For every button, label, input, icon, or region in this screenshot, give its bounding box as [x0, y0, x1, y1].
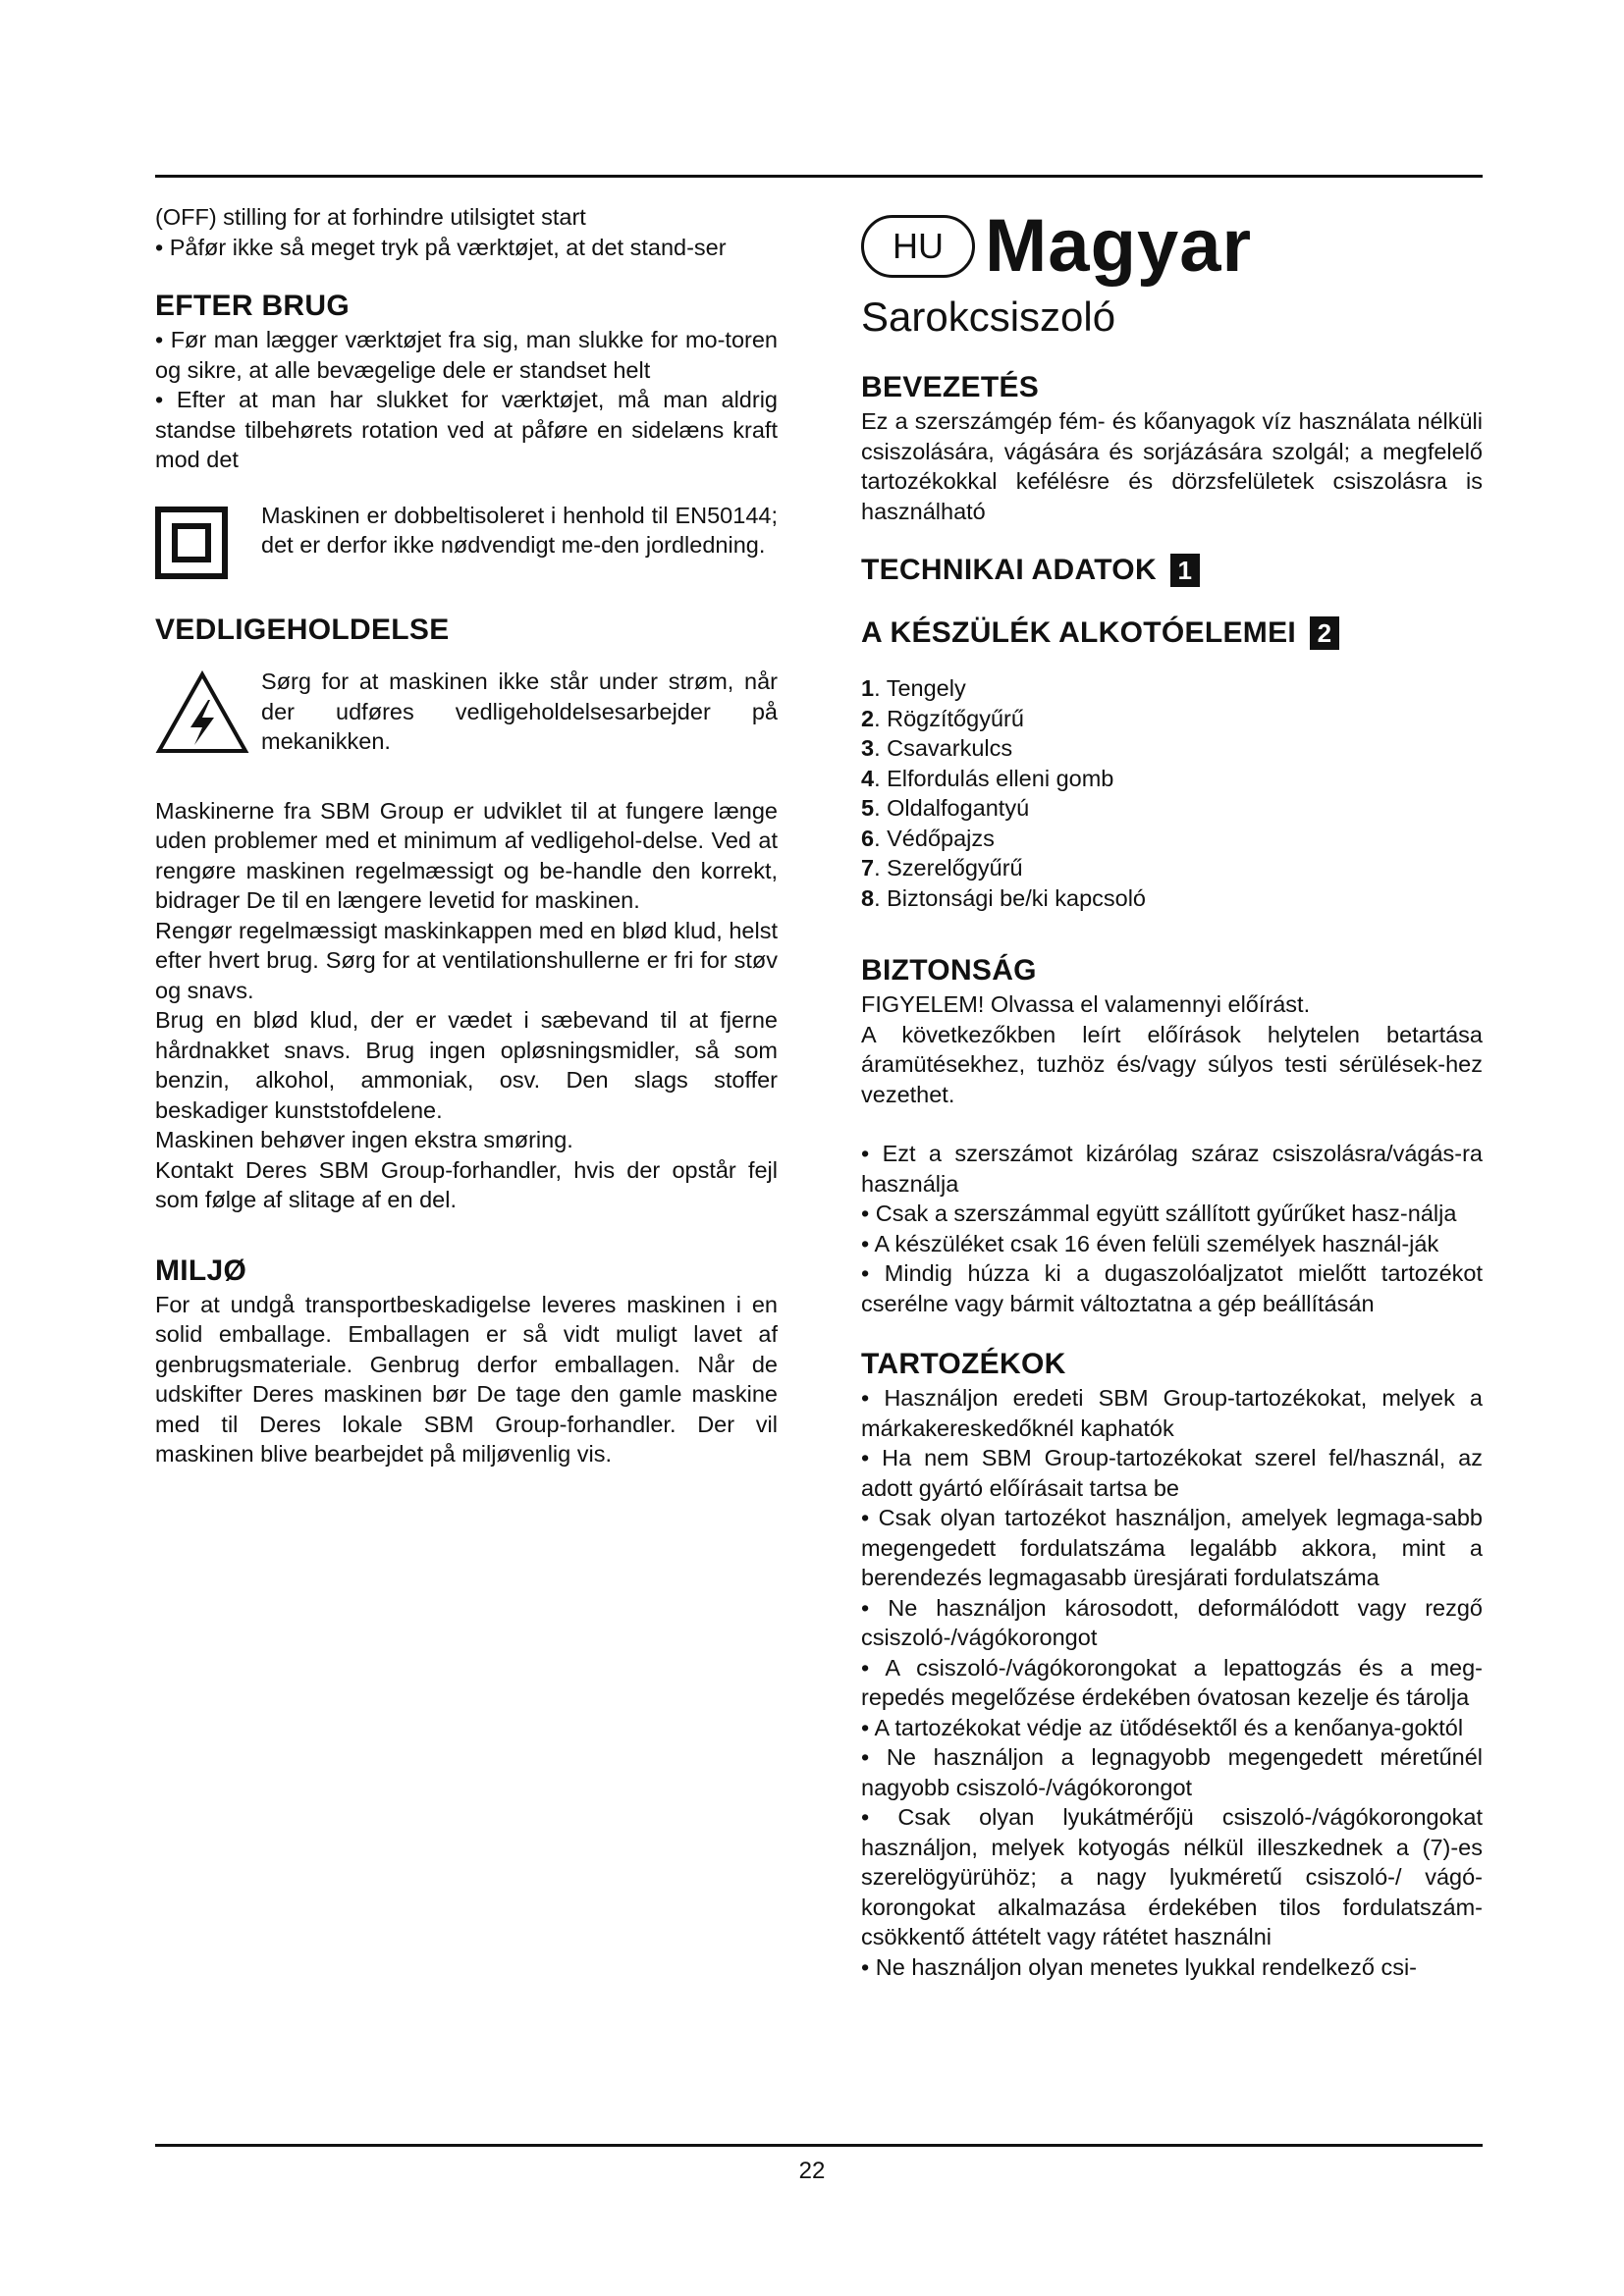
parts-list: [861, 673, 1483, 913]
bottom-rule: [155, 2144, 1483, 2147]
list-item: 4. Elfordulás elleni gomb: [861, 765, 1114, 791]
list-item: 1. Tengely: [861, 675, 966, 701]
technical-data-heading: [861, 554, 1483, 587]
left-column: [155, 202, 778, 1469]
double-insulation-text: Maskinen er dobbeltisoleret i henhold til EN50144; det er derfor ikke nødvendigt me-den jordledning.: [261, 502, 778, 558]
double-insulation-notice: [155, 501, 778, 587]
bevezetes-text: Ez a szerszámgép fém- és kőanyagok víz használata nélküli csiszolására, vágására és sorjázására szolgál; a megfelelő tartozékokkal kefélésre és dörzsfelületek csiszolásra is használható: [861, 408, 1483, 524]
page-number: 22: [798, 2158, 826, 2184]
figure-1-badge: 1: [1170, 554, 1200, 587]
intro-line: (OFF) stilling for at forhindre utilsigtet start: [155, 204, 586, 230]
parts-heading: [861, 616, 1483, 650]
biztonsag-heading: BIZTONSÁG: [861, 954, 1037, 987]
accessory-bullet: • Ne használjon olyan menetes lyukkal rendelkező csi-: [861, 1953, 1417, 1980]
maintenance-paragraph: Kontakt Deres SBM Group-forhandler, hvis der opstår fejl som følge af slitage af en del.: [155, 1156, 778, 1212]
language-code-badge: HU: [861, 215, 975, 278]
accessory-bullet: • Ne használjon károsodott, deformálódott vagy rezgő csiszoló-/vágókorongot: [861, 1594, 1483, 1650]
maintenance-warning-notice: [155, 667, 778, 763]
efter-brug-heading: EFTER BRUG: [155, 290, 350, 322]
vedligeholdelse-heading: VEDLIGEHOLDELSE: [155, 614, 450, 646]
efter-brug-bullet: • Efter at man har slukket for værktøjet, må man aldrig standse tilbehørets rotation ved at påføre en sidelæns kraft mod det: [155, 387, 778, 472]
maintenance-warning-text: Sørg for at maskinen ikke står under strøm, når der udføres vedligeholdelsesarbejder på mekanikken.: [261, 668, 778, 754]
accessory-bullet: • Ha nem SBM Group-tartozékokat szerel fel/használ, az adott gyártó előírásait tartsa be: [861, 1445, 1483, 1501]
tartozekok-heading: TARTOZÉKOK: [861, 1348, 1066, 1380]
accessory-bullet: • Csak olyan tartozékot használjon, amelyek legmaga-sabb megengedett fordulatszáma legalább akkora, mint a berendezés legmagasabb üresjárati fordulatszáma: [861, 1505, 1483, 1590]
miljo-heading: MILJØ: [155, 1254, 247, 1287]
parts-label: A KÉSZÜLÉK ALKOTÓELEMEI: [861, 616, 1297, 649]
accessory-bullet: • A csiszoló-/vágókorongokat a lepattogzás és a meg-repedés megelőzése érdekében óvatosan kezelje és tárolja: [861, 1654, 1483, 1710]
safety-bullet: • Csak a szerszámmal együtt szállított gyűrűket hasz-nálja: [861, 1201, 1457, 1226]
top-rule: [155, 175, 1483, 178]
maintenance-paragraph: Maskinerne fra SBM Group er udviklet til at fungere længe uden problemer med et minimum af vedligehol-delse. Ved at rengøre maskinen regelmæssigt og be-handle den korrekt, bidrager De til en længere levetid for maskinen.: [155, 797, 778, 913]
right-column: [861, 202, 1483, 1982]
maintenance-paragraph: Maskinen behøver ingen ekstra smøring.: [155, 1127, 573, 1152]
list-item: 8. Biztonsági be/ki kapcsoló: [861, 884, 1147, 911]
safety-intro: A következőkben leírt előírások helytelen betartása áramütésekhez, tuzhöz és/vagy súlyos testi sérülések-hez vezethet.: [861, 1021, 1483, 1107]
double-insulation-icon: [155, 507, 228, 579]
list-item: 5. Oldalfogantyú: [861, 795, 1030, 821]
efter-brug-bullet: • Før man lægger værktøjet fra sig, man slukke for mo-toren og sikre, at alle bevægelige dele er standset helt: [155, 327, 778, 383]
technical-data-label: TECHNIKAI ADATOK: [861, 554, 1157, 586]
list-item: 2. Rögzítőgyűrű: [861, 705, 1024, 731]
safety-bullet: • Ezt a szerszámot kizárólag száraz csiszolásra/vágás-ra használja: [861, 1141, 1483, 1197]
list-item: 7. Szerelőgyűrű: [861, 855, 1023, 881]
maintenance-paragraph: Brug en blød klud, der er vædet i sæbevand til at fjerne hårdnakket snavs. Brug ingen opløsningsmidler, så som benzin, alkohol, ammoniak, osv. Den slags stoffer beskadiger kunststofdelene.: [155, 1007, 778, 1123]
accessory-bullet: • Használjon eredeti SBM Group-tartozékokat, melyek a márkakereskedőknél kaphatók: [861, 1385, 1483, 1441]
electric-warning-icon: [155, 670, 249, 755]
bevezetes-heading: BEVEZETÉS: [861, 371, 1040, 403]
accessory-bullet: • Csak olyan lyukátmérőjü csiszoló-/vágókorongokat használjon, melyek kotyogás nélkül illeszkednek a (7)-es szerelögyürühöz; a nagy lyukméretű csiszoló-/ vágó-korongokat alkalmazása érdekében tilos fordulatszám-csökkentő áttételt vagy rátétet használni: [861, 1804, 1483, 1949]
miljo-text: For at undgå transportbeskadigelse leveres maskinen i en solid emballage. Emballagen er så vidt muligt lavet af genbrugsmateriale. Genbrug derfor emballagen. Når de udskifter Deres maskinen bør De tage den gamle maskine med til Deres lokale SBM Group-forhandler. Der vil maskinen blive bearbejdet på miljøvenlig vis.: [155, 1291, 778, 1467]
language-title: Magyar: [985, 204, 1253, 288]
safety-bullet: • Mindig húzza ki a dugaszolóaljzatot mielőtt tartozékot cserélne vagy bármit változtatna a gép beállításán: [861, 1260, 1483, 1316]
intro-bullet: • Påfør ikke så meget tryk på værktøjet, at det stand-ser: [155, 234, 727, 260]
product-title: Sarokcsiszoló: [861, 294, 1116, 340]
maintenance-paragraph: Rengør regelmæssigt maskinkappen med en blød klud, helst efter hvert brug. Sørg for at ventilationshullerne er fri for støv og snavs.: [155, 917, 778, 1003]
accessory-bullet: • Ne használjon a legnagyobb megengedett méretűnél nagyobb csiszoló-/vágókorongot: [861, 1744, 1483, 1800]
accessory-bullet: • A tartozékokat védje az ütődésektől és a kenőanya-goktól: [861, 1714, 1464, 1740]
list-item: 6. Védőpajzs: [861, 825, 995, 851]
safety-bullets: [861, 1139, 1483, 1318]
figure-2-badge: 2: [1310, 616, 1339, 650]
safety-bullet: • A készüléket csak 16 éven felüli személyek használ-ják: [861, 1230, 1439, 1256]
safety-warning-line: FIGYELEM! Olvassa el valamennyi előírást.: [861, 991, 1311, 1017]
list-item: 3. Csavarkulcs: [861, 735, 1013, 761]
language-header: [861, 206, 1483, 287]
